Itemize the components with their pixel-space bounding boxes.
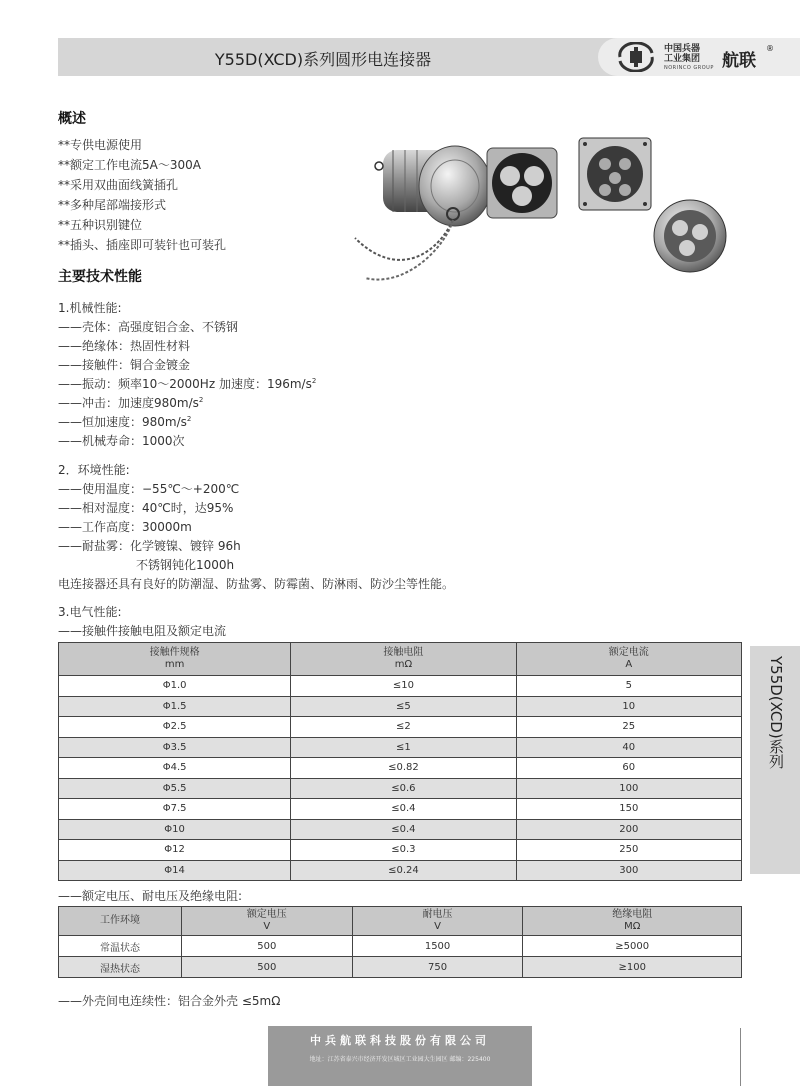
table-cell: ≥100	[523, 957, 742, 978]
table-cell: ≤0.24	[291, 860, 516, 881]
header-unit: V	[434, 921, 441, 932]
env-item: ——工作高度：30000m	[58, 520, 192, 534]
table-cell: ≤2	[291, 717, 516, 738]
table-row	[59, 737, 742, 758]
table-cell: ≤0.4	[291, 819, 516, 840]
table-cell: 1500	[352, 936, 523, 957]
header-unit: V	[263, 921, 271, 932]
mech-item: ——壳体：高强度铝合金、不锈钢	[58, 320, 239, 334]
overview-bullet: **五种识别键位	[58, 218, 143, 232]
header-unit: A	[625, 659, 633, 670]
header-label: 接触电阻	[383, 647, 424, 658]
voltage-insulation-table	[58, 906, 742, 978]
table-cell: Φ7.5	[59, 799, 291, 820]
header-unit: mΩ	[394, 659, 413, 670]
table-row	[59, 957, 742, 978]
header-bar	[58, 38, 800, 76]
table-cell: 5	[516, 676, 741, 697]
header-label: 额定电压	[246, 909, 287, 920]
table-cell: 150	[516, 799, 741, 820]
divider	[740, 1028, 741, 1086]
mech-shock	[58, 394, 203, 411]
table-cell: ≤1	[291, 737, 516, 758]
specs-heading: 主要技术性能	[58, 269, 142, 285]
table-cell: 750	[352, 957, 523, 978]
logo-brand: 航联	[722, 51, 756, 71]
mech-vibration	[58, 375, 316, 392]
series-side-tab	[750, 646, 800, 874]
table-row	[59, 778, 742, 799]
table-header-row	[59, 643, 742, 676]
table-cell: ≤0.4	[291, 799, 516, 820]
table-cell: 湿热状态	[59, 957, 182, 978]
company-name: 中兵航联科技股份有限公司	[310, 1034, 490, 1047]
table-cell: ≤5	[291, 696, 516, 717]
header-label: 工作环境	[99, 915, 140, 926]
overview-bullet: **多种尾部端接形式	[58, 198, 167, 212]
overview-bullet: **额定工作电流5A～300A	[58, 158, 201, 172]
table-row	[59, 799, 742, 820]
table-cell: 500	[181, 957, 352, 978]
header-label: 额定电流	[608, 647, 649, 658]
superscript: 2	[311, 377, 317, 385]
table-cell: 60	[516, 758, 741, 779]
table-cell: ≤10	[291, 676, 516, 697]
header-label: 绝缘电阻	[612, 909, 653, 920]
table-cell: Φ12	[59, 840, 291, 861]
table-cell: 40	[516, 737, 741, 758]
table-cell: 250	[516, 840, 741, 861]
overview-bullet: **专供电源使用	[58, 138, 143, 152]
table-header	[523, 907, 742, 936]
mech-accel	[58, 413, 191, 430]
table-cell: ≥5000	[523, 936, 742, 957]
logo-en-text: NORINCO GROUP	[664, 65, 714, 71]
table-cell: 300	[516, 860, 741, 881]
logo-cn-line2: 工业集团	[664, 54, 701, 64]
superscript: 2	[186, 415, 192, 423]
connector-product-photo	[335, 128, 743, 296]
table-cell: ≤0.3	[291, 840, 516, 861]
table-cell: 10	[516, 696, 741, 717]
mech-item: ——绝缘体：热固性材料	[58, 339, 191, 353]
env-note: 电连接器还具有良好的防潮湿、防盐雾、防霉菌、防淋雨、防沙尘等性能。	[58, 577, 455, 591]
table-header	[291, 643, 516, 676]
superscript: 2	[198, 396, 204, 404]
header-unit: mm	[164, 659, 185, 670]
table-row	[59, 936, 742, 957]
table-row	[59, 696, 742, 717]
table-cell: Φ1.0	[59, 676, 291, 697]
footer-company-block	[268, 1026, 532, 1086]
header-label: 接触件规格	[149, 647, 200, 658]
side-tab-label: Y55D(XCD)系列	[767, 656, 785, 769]
table-cell: 200	[516, 819, 741, 840]
company-logo	[598, 38, 800, 76]
table-cell: Φ4.5	[59, 758, 291, 779]
logo-cn-line1: 中国兵器	[664, 44, 701, 54]
table-header	[59, 643, 291, 676]
mech-item: ——接触件：铜合金镀金	[58, 358, 191, 372]
env-item: ——耐盐雾：化学镀镍、镀锌 96h	[58, 539, 241, 553]
table-row	[59, 676, 742, 697]
table-cell: Φ3.5	[59, 737, 291, 758]
table-header	[181, 907, 352, 936]
table-cell: Φ5.5	[59, 778, 291, 799]
overview-heading: 概述	[58, 111, 86, 127]
table-cell: Φ14	[59, 860, 291, 881]
mech-title: 1.机械性能:	[58, 301, 122, 315]
table-cell: ≤0.82	[291, 758, 516, 779]
table-header	[352, 907, 523, 936]
env-title: 2．环境性能:	[58, 463, 130, 477]
table-cell: 25	[516, 717, 741, 738]
header-unit: MΩ	[624, 921, 641, 932]
elec-sub1: ——接触件接触电阻及额定电流	[58, 624, 227, 638]
table-cell: Φ10	[59, 819, 291, 840]
table-header-row	[59, 907, 742, 936]
table-row	[59, 758, 742, 779]
env-item: ——使用温度：−55℃～+200℃	[58, 482, 240, 496]
table-cell: 常温状态	[59, 936, 182, 957]
accel-text: ——恒加速度：980m/s	[58, 415, 187, 429]
contact-resistance-table	[58, 642, 742, 881]
shock-text: ——冲击：加速度980m/s	[58, 396, 199, 410]
env-item-salt2: 不锈钢钝化1000h	[136, 558, 235, 572]
norinco-logo-icon	[614, 42, 658, 72]
table-cell: 500	[181, 936, 352, 957]
table-cell: 100	[516, 778, 741, 799]
company-address: 地址：江苏省泰兴市经济开发区城区工业园大生园区 邮编：225400	[309, 1056, 491, 1063]
table-header	[516, 643, 741, 676]
elec-sub3: ——外壳间电连续性：铝合金外壳 ≤5mΩ	[58, 994, 281, 1008]
env-item: ——相对湿度：40℃时，达95%	[58, 501, 234, 515]
table-cell: Φ2.5	[59, 717, 291, 738]
table-header	[59, 907, 182, 936]
table-row	[59, 717, 742, 738]
page-title: Y55D(XCD)系列圆形电连接器	[214, 50, 432, 69]
elec-title: 3.电气性能:	[58, 605, 122, 619]
overview-bullet: **采用双曲面线簧插孔	[58, 178, 179, 192]
table-row	[59, 819, 742, 840]
mech-life: ——机械寿命：1000次	[58, 434, 185, 448]
table-row	[59, 840, 742, 861]
table-cell: Φ1.5	[59, 696, 291, 717]
elec-sub2: ——额定电压、耐电压及绝缘电阻:	[58, 889, 243, 903]
logo-cn-text	[664, 44, 700, 64]
vibration-text: ——振动：频率10～2000Hz 加速度：196m/s	[58, 377, 312, 391]
overview-bullet: **插头、插座即可装针也可装孔	[58, 238, 227, 252]
table-row	[59, 860, 742, 881]
header-label: 耐电压	[422, 909, 453, 920]
registered-mark: ®	[766, 44, 774, 53]
table-cell: ≤0.6	[291, 778, 516, 799]
